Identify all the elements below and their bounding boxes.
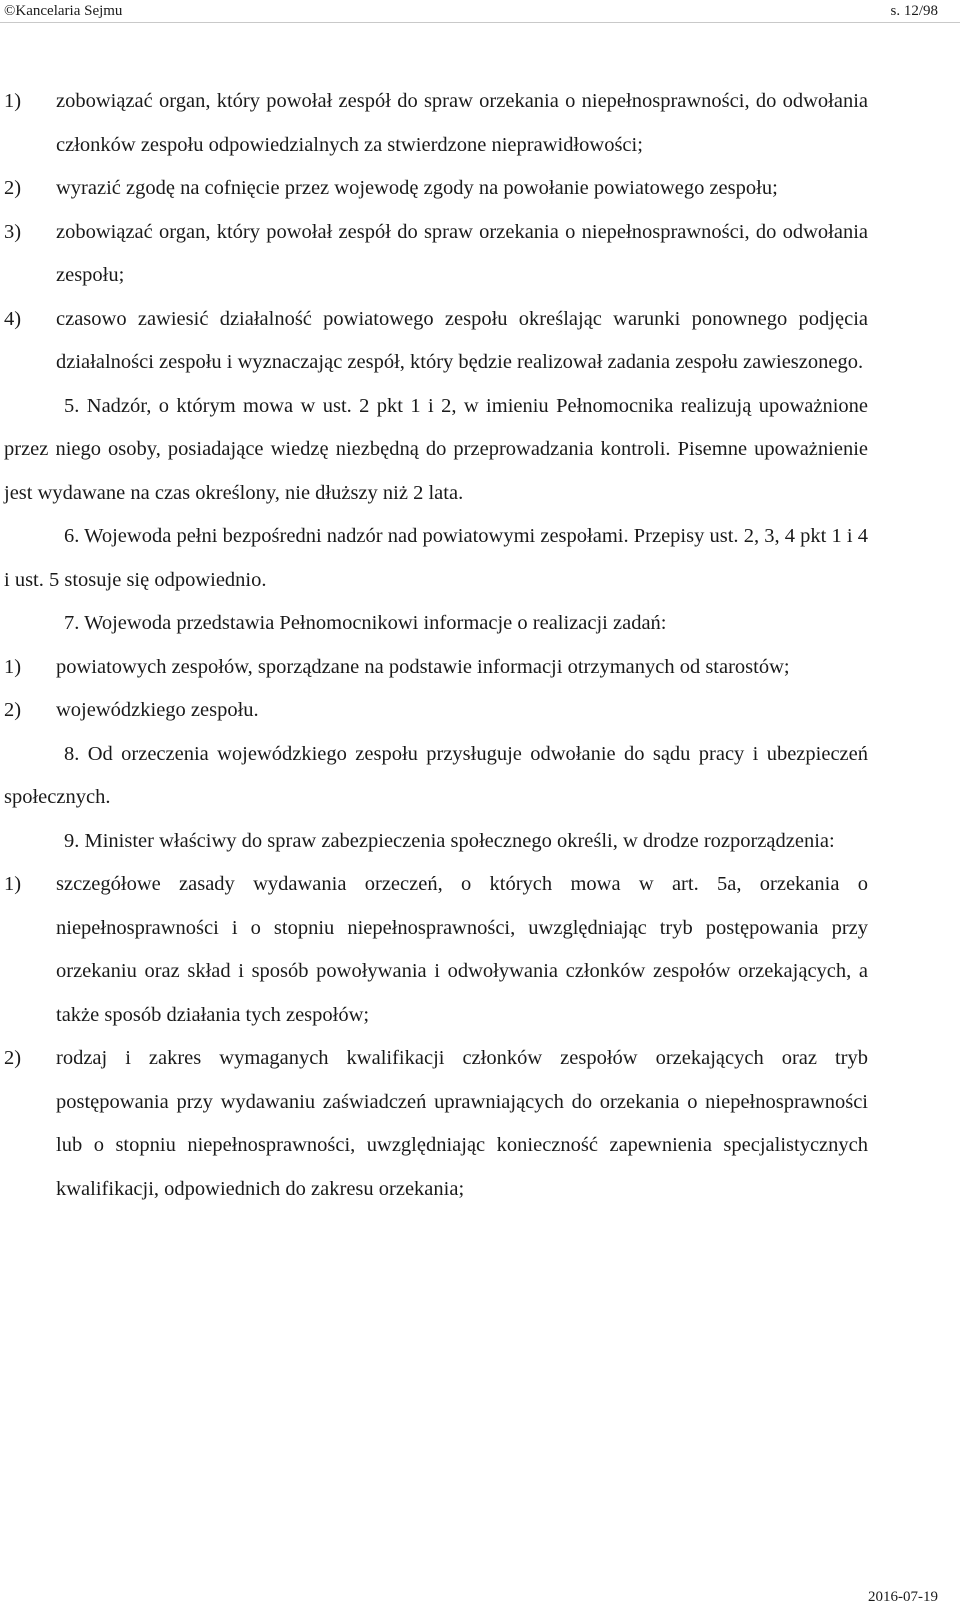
list-item-number: 2) (4, 1047, 22, 1069)
list-item-text: powiatowych zespołów, sporządzane na podstawie informacji otrzymanych od starostów; (56, 655, 790, 678)
page-header (0, 0, 960, 22)
list-item (0, 211, 868, 298)
header-page-number: s. 12/98 (890, 3, 938, 19)
list-item-text: zobowiązać organ, który powołał zespół do spraw orzekania o niepełnosprawności, do odwołania członków zespołu odpowiedzialnych za stwierdzone nieprawidłowości; (56, 90, 868, 156)
list-item (0, 646, 868, 690)
list-item (0, 863, 868, 1037)
header-divider (0, 22, 960, 23)
list-item (0, 167, 868, 211)
list-item-number: 3) (4, 220, 22, 243)
paragraph-7: 7. Wojewoda przedstawia Pełnomocnikowi informacje o realizacji zadań: (64, 612, 667, 634)
paragraph-5: 5. Nadzór, o którym mowa w ust. 2 pkt 1 i 2, w imieniu Pełnomocnika realizują upoważnione przez niego osoby, posiadające wiedzę niezbędną do przeprowadzania kontroli. Pisemne upoważnienie jest wydawane na czas określony, nie dłuższy niż 2 lata. (4, 394, 868, 504)
list-item-text: zobowiązać organ, który powołał zespół do spraw orzekania o niepełnosprawności, do odwołania zespołu; (56, 220, 868, 286)
list-item (0, 80, 868, 167)
list-item-number: 1) (4, 873, 22, 895)
paragraph-6: 6. Wojewoda pełni bezpośredni nadzór nad powiatowymi zespołami. Przepisy ust. 2, 3, 4 pkt 1 i 4 i ust. 5 stosuje się odpowiednio. (4, 525, 868, 591)
list-item-text: wojewódzkiego zespołu. (56, 699, 259, 721)
list-item-text: szczegółowe zasady wydawania orzeczeń, o których mowa w art. 5a, orzekania o niepełnosprawności i o stopniu niepełnosprawności, uwzględniając tryb postępowania przy orzekaniu oraz skład i sposób powoływania i odwoływania członków zespołów orzekających, a także sposób działania tych zespołów; (56, 873, 868, 1026)
list-item-number: 4) (4, 307, 22, 330)
list-item (0, 689, 868, 733)
list-item (0, 1037, 868, 1211)
list-item-number: 1) (4, 90, 22, 112)
list-item-number: 2) (4, 177, 22, 199)
page-footer (0, 1582, 960, 1612)
list-item (0, 298, 868, 385)
list-item-number: 2) (4, 699, 22, 721)
list-item-text: czasowo zawiesić działalność powiatowego zespołu określając warunki ponownego podjęcia działalności zespołu i wyznaczając zespół, który będzie realizował zadania zespołu zawieszonego. (56, 307, 868, 373)
header-copyright: ©Kancelaria Sejmu (4, 3, 123, 19)
list-item-number: 1) (4, 655, 22, 678)
list-item-text: wyrazić zgodę na cofnięcie przez wojewodę zgody na powołanie powiatowego zespołu; (56, 177, 778, 199)
paragraph-9: 9. Minister właściwy do spraw zabezpieczenia społecznego określi, w drodze rozporządzenia: (64, 829, 835, 852)
footer-date: 2016-07-19 (868, 1589, 938, 1605)
document-body (0, 80, 868, 1211)
list-item-text: rodzaj i zakres wymaganych kwalifikacji członków zespołów orzekających oraz tryb postępowania przy wydawaniu zaświadczeń uprawniających do orzekania o niepełnosprawności lub o stopniu niepełnosprawności, uwzględniając konieczność zapewnienia specjalistycznych kwalifikacji, odpowiednich do zakresu orzekania; (56, 1047, 868, 1200)
paragraph-8: 8. Od orzeczenia wojewódzkiego zespołu przysługuje odwołanie do sądu pracy i ubezpieczeń społecznych. (4, 742, 868, 808)
